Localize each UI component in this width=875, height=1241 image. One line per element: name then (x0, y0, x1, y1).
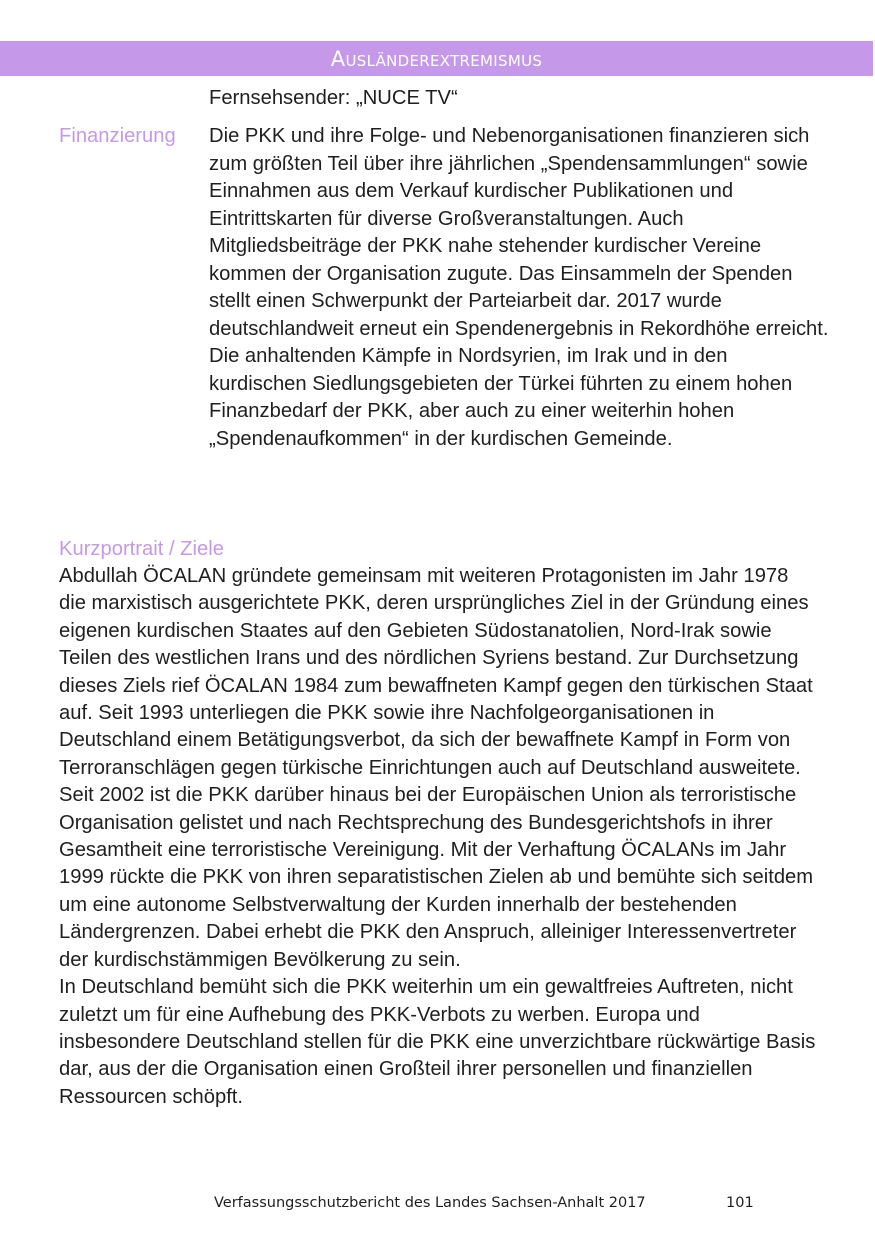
chapter-title: Ausländerextremismus (330, 47, 543, 71)
portrait-paragraph-2: In Deutschland bemüht sich die PKK weiterhin um ein gewaltfreies Auftreten, nicht zuletzt um für eine Aufhebung des PKK-Verbots zu werben. Europa und insbesondere Deutschland stellen für die PKK eine unverzichtbare rückwärtige Basis dar, aus der die Organisation einen Großteil ihrer personellen und finanziellen Ressourcen schöpft. (59, 976, 816, 1108)
portrait-paragraph-1: Abdullah ÖCALAN gründete gemeinsam mit weiteren Protagonisten im Jahr 1978 die marxistisch ausgerichtete PKK, deren ursprüngliches Ziel in der Gründung eines eigenen kurdischen Staates auf den Gebieten Südostanatolien, Nord-Irak sowie Teilen des westlichen Irans und des nördlichen Syriens bestand. Zur Durchsetzung dieses Ziels rief ÖCALAN 1984 zum bewaffneten Kampf gegen den türkischen Staat auf. Seit 1993 unterliegen die PKK sowie ihre Nachfolgeorganisationen in Deutschland einem Betätigungsverbot, da sich der bewaffnete Kampf in Form von Terroranschlägen gegen türkische Einrichtungen auch auf Deutschland ausweitete. Seit 2002 ist die PKK darüber hinaus bei der Europäischen Union als terroristische Organisation gelistet und nach Rechtsprechung des Bundesgerichtshofs in ihrer Gesamtheit eine terroristische Vereinigung. Mit der Verhaftung ÖCALANs im Jahr 1999 rückte die PKK von ihren separatistischen Zielen ab und bemühte sich seitdem um eine autonome Selbstverwaltung der Kurden innerhalb der bestehenden Ländergrenzen. Dabei erhebt die PKK den Anspruch, alleiniger Interessenvertreter der kurdischstämmigen Bevölkerung zu sein. (59, 565, 814, 971)
chapter-header (0, 41, 873, 76)
financing-label: Finanzierung (59, 125, 176, 147)
portrait-body (59, 563, 819, 1111)
tv-station-line: Fernsehsender: „NUCE TV“ (209, 87, 458, 109)
financing-text: Die PKK und ihre Folge- und Nebenorganisationen finanzieren sich zum größten Teil über ihre jährlichen „Spendensammlungen“ sowie Einnahmen aus dem Verkauf kurdischer Publikationen und Eintrittskarten für diverse Großveranstaltungen. Auch Mitgliedsbeiträge der PKK nahe stehender kurdischer Vereine kommen der Organisation zugute. Das Einsammeln der Spenden stellt einen Schwerpunkt der Parteiarbeit dar. 2017 wurde deutschlandweit erneut ein Spendenergebnis in Rekordhöhe erreicht. Die anhaltenden Kämpfe in Nordsyrien, im Irak und in den kurdischen Siedlungsgebieten der Türkei führten zu einem hohen Finanzbedarf der PKK, aber auch zu einer weiterhin hohen „Spendenaufkommen“ in der kurdischen Gemeinde. (209, 125, 829, 450)
footer-page-number: 101 (726, 1195, 754, 1211)
footer-report-title: Verfassungsschutzbericht des Landes Sachsen-Anhalt 2017 (214, 1195, 646, 1211)
portrait-heading: Kurzportrait / Ziele (59, 538, 224, 560)
